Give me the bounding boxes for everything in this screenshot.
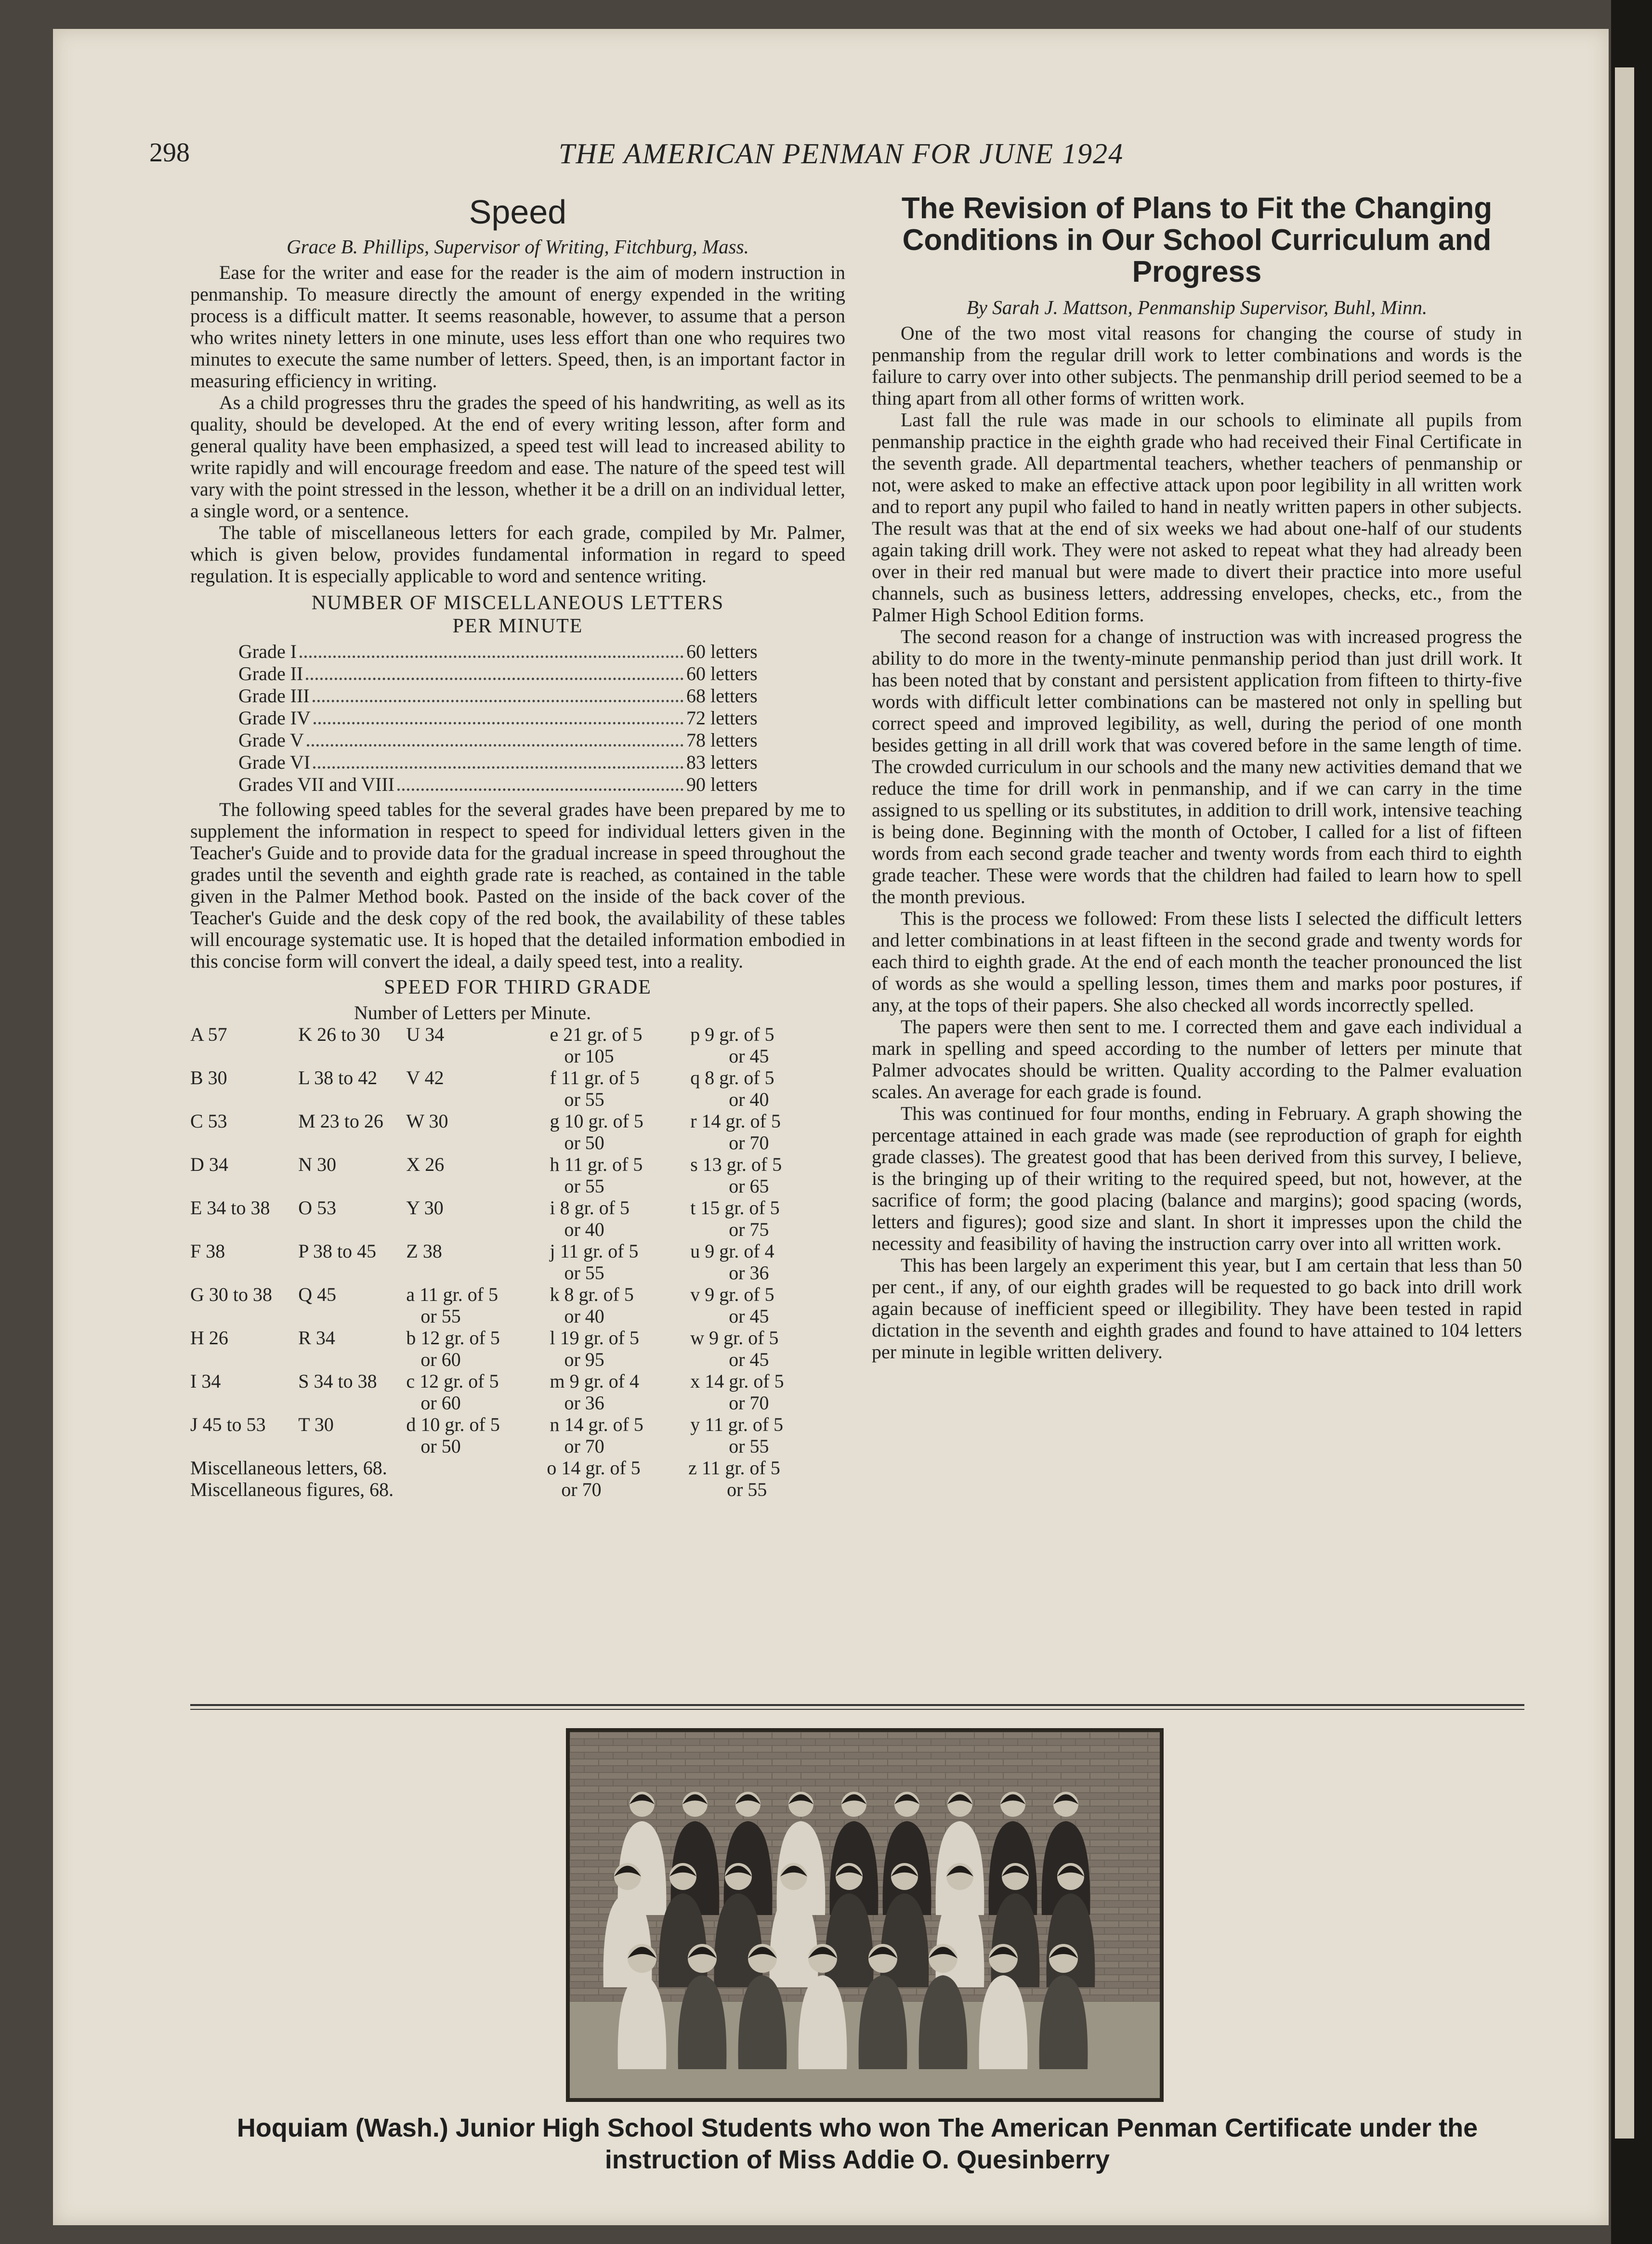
table-cell: a 11 gr. of 5 <box>406 1284 498 1305</box>
speed-article <box>190 193 845 1500</box>
table2-subtitle: Number of Letters per Minute. <box>354 1002 591 1024</box>
table-row <box>190 1284 845 1305</box>
revision-paragraph-6: This was continued for four months, ending in February. A graph showing the percentage attained in each grade was made (see reproduction of graph for eighth grade classes). The greatest good that has been derived from this survey, I believe, is the bringing up of their writing to the required speed, but not, however, at the sacrifice of form; the good placing (balance and margins); good spacing (words, letters and figures); good size and slant. In short it impresses upon the child the necessity and feasibility of having the instruction carry over into all written work. <box>872 1102 1522 1254</box>
table-cell: or 105 <box>564 1045 614 1067</box>
table-row-continuation <box>190 1262 845 1284</box>
grade-letters-table <box>238 641 792 796</box>
table-cell: G 30 to 38 <box>190 1284 272 1305</box>
speed-paragraph-4: The following speed tables for the several grades have been prepared by me to supplement the information in respect to speed for individual letters given in the Teacher's Guide and to provide data for the gradual increase in speed throughout the grades until the seventh and eighth grade rate is reached, as contained in the table given in the Palmer Method book. Pasted on the inside of the back cover of the Teacher's Guide and the desk copy of the red book, the availability of these tables will encourage systematic use. It is hoped that the detailed information embodied in this concise form will convert the ideal, a daily speed test, into a reality. <box>190 799 845 972</box>
table-cell: or 40 <box>564 1305 604 1327</box>
table-row-continuation <box>190 1392 845 1414</box>
table-cell: o 14 gr. of 5 <box>547 1457 641 1479</box>
table-cell: s 13 gr. of 5 <box>690 1154 782 1175</box>
table-cell: N 30 <box>298 1154 337 1175</box>
table-cell: i 8 gr. of 5 <box>550 1197 630 1219</box>
table-cell: X 26 <box>406 1154 445 1175</box>
table-cell: or 55 <box>564 1175 604 1197</box>
table-cell: or 40 <box>564 1219 604 1240</box>
table-cell: or 70 <box>561 1479 602 1500</box>
table-cell: or 65 <box>729 1175 769 1197</box>
table-row-continuation <box>190 1219 845 1240</box>
speed-paragraph-1: Ease for the writer and ease for the reader is the aim of modern instruction in penmanship. To measure directly the amount of energy expended in the writing process is a difficult matter. It seems reasonable, however, to assume that a person who writes ninety letters in one minute, uses less effort than one who requires two minutes to execute the same number of letters. Speed, then, is an important factor in measuring efficiency in writing. <box>190 262 845 392</box>
table-cell: F 38 <box>190 1240 225 1262</box>
table-cell: A 57 <box>190 1024 227 1045</box>
table-row <box>190 1197 845 1219</box>
table-cell: or 55 <box>729 1435 769 1457</box>
table-cell: p 9 gr. of 5 <box>690 1024 774 1045</box>
table-cell: or 36 <box>564 1392 604 1414</box>
table-cell: or 50 <box>564 1132 604 1154</box>
revision-paragraph-7: This has been largely an experiment this year, but I am certain that less than 50 per cent., if any, of our eighth grades will be requested to go back into drill work again because of inefficient speed or illegibility. They have been tested in rapid dictation in the seventh and eighth grades and found to have attained to 104 letters per minute in legible written delivery. <box>872 1254 1522 1363</box>
table-cell: or 60 <box>420 1349 461 1370</box>
table-cell: or 55 <box>727 1479 767 1500</box>
speed-title: Speed <box>469 193 567 231</box>
table-row-continuation <box>190 1089 845 1110</box>
table2-title: SPEED FOR THIRD GRADE <box>384 976 652 998</box>
revision-title: The Revision of Plans to Fit the Changing Conditions in Our School Curriculum and Progress <box>901 192 1493 289</box>
table-cell: or 70 <box>729 1132 769 1154</box>
misc-rows <box>190 1457 845 1500</box>
divider-rule <box>190 1704 1524 1706</box>
grade-row: Grade V 78 letters <box>238 729 758 751</box>
table-cell: or 50 <box>420 1435 461 1457</box>
table-row-continuation <box>190 1349 845 1370</box>
grade-row: Grade VI 83 letters <box>238 751 758 773</box>
table-cell: L 38 to 42 <box>298 1067 378 1089</box>
table-cell: m 9 gr. of 4 <box>550 1370 640 1392</box>
table-cell: g 10 gr. of 5 <box>550 1110 643 1132</box>
table-cell: or 55 <box>420 1305 461 1327</box>
grade-row: Grade II 60 letters <box>238 663 758 684</box>
table-row <box>190 1370 845 1392</box>
revision-paragraph-4: This is the process we followed: From these lists I selected the difficult letters and letter combinations in at least fifteen in the second grade and twenty words for each third to eighth grade. At the end of each month the teacher pronounced the list of words as she would a spelling lesson, times them and marks poor postures, if any, at the tops of their papers. She also checked all words incorrectly spelled. <box>872 907 1522 1016</box>
table-cell: T 30 <box>298 1414 334 1435</box>
grade-row: Grade I 60 letters <box>238 641 758 662</box>
table-cell: or 45 <box>729 1045 769 1067</box>
table-cell: O 53 <box>298 1197 337 1219</box>
table-cell: U 34 <box>406 1024 445 1045</box>
table-cell: E 34 to 38 <box>190 1197 270 1219</box>
table-row <box>190 1414 845 1435</box>
table-row <box>190 1024 845 1045</box>
table-cell: W 30 <box>406 1110 448 1132</box>
table-row-continuation <box>190 1132 845 1154</box>
table1-title: NUMBER OF MISCELLANEOUS LETTERS PER MINUTE <box>311 592 724 637</box>
speed-paragraph-3: The table of miscellaneous letters for each grade, compiled by Mr. Palmer, which is given below, provides fundamental information in regard to speed regulation. It is especially applicable to word and sentence writing. <box>190 522 845 587</box>
table-cell: P 38 to 45 <box>298 1240 377 1262</box>
table-cell: l 19 gr. of 5 <box>550 1327 640 1349</box>
table-cell: M 23 to 26 <box>298 1110 383 1132</box>
table-cell: u 9 gr. of 4 <box>690 1240 774 1262</box>
table-cell: or 70 <box>729 1392 769 1414</box>
table-cell: or 95 <box>564 1349 604 1370</box>
table-cell: or 60 <box>420 1392 461 1414</box>
table-cell: J 45 to 53 <box>190 1414 266 1435</box>
table-cell: y 11 gr. of 5 <box>690 1414 784 1435</box>
facing-page-edge <box>1611 0 1652 2244</box>
misc-figures: Miscellaneous figures, 68. <box>190 1479 394 1500</box>
table-cell: or 40 <box>729 1089 769 1110</box>
table-cell: z 11 gr. of 5 <box>688 1457 780 1479</box>
table-row-continuation <box>190 1175 845 1197</box>
table-cell: I 34 <box>190 1370 221 1392</box>
revision-byline: By Sarah J. Mattson, Penmanship Supervisor, Buhl, Minn. <box>966 296 1428 318</box>
photo-caption: Hoquiam (Wash.) Junior High School Students who won The American Penman Certificate under the instruction of Miss Addie O. Quesinberry <box>236 2113 1478 2174</box>
table-cell: or 45 <box>729 1305 769 1327</box>
table-cell: or 55 <box>564 1262 604 1284</box>
table-cell: q 8 gr. of 5 <box>690 1067 774 1089</box>
page-header <box>149 137 1185 181</box>
table-cell: x 14 gr. of 5 <box>690 1370 784 1392</box>
table-cell: Y 30 <box>406 1197 444 1219</box>
table-cell: n 14 gr. of 5 <box>550 1414 643 1435</box>
table-cell: w 9 gr. of 5 <box>690 1327 779 1349</box>
table-cell: e 21 gr. of 5 <box>550 1024 642 1045</box>
table-cell: b 12 gr. of 5 <box>406 1327 500 1349</box>
table-cell: j 11 gr. of 5 <box>550 1240 639 1262</box>
table-cell: or 45 <box>729 1349 769 1370</box>
misc-letters: Miscellaneous letters, 68. <box>190 1457 387 1479</box>
table-cell: B 30 <box>190 1067 227 1089</box>
table-cell: or 70 <box>564 1435 604 1457</box>
table-cell: D 34 <box>190 1154 228 1175</box>
table-cell: Z 38 <box>406 1240 442 1262</box>
table-row-continuation <box>190 1305 845 1327</box>
table-cell: K 26 to 30 <box>298 1024 380 1045</box>
table-cell: or 55 <box>564 1089 604 1110</box>
table-cell: k 8 gr. of 5 <box>550 1284 634 1305</box>
table-cell: h 11 gr. of 5 <box>550 1154 643 1175</box>
table-cell: Q 45 <box>298 1284 337 1305</box>
speed-paragraph-2: As a child progresses thru the grades the speed of his handwriting, as well as its quality, should be developed. At the end of every writing lesson, after form and general quality have been emphasized, a speed test will lead to increased ability to write rapidly and will encourage freedom and ease. The nature of the speed test will vary with the point stressed in the lesson, whether it be a drill on an individual letter, a single word, or a sentence. <box>190 392 845 522</box>
revision-paragraph-2: Last fall the rule was made in our schools to eliminate all pupils from penmanship practice in the eighth grade who had received their Final Certificate in the seventh grade. All departmental teachers, whether teachers of penmanship or not, were asked to make an effective attack upon poor legibility in all written work and to report any pupil who failed to hand in neatly written papers in other subjects. The result was that at the end of six weeks we had about one-half of our students again taking drill work. They were not asked to repeat what they had already been over in their red manual but were made to divert their practice into more useful channels, such as business letters, addressing envelopes, checks, etc., from the Palmer High School Edition forms. <box>872 409 1522 626</box>
table-cell: t 15 gr. of 5 <box>690 1197 780 1219</box>
table-row <box>190 1110 845 1132</box>
revision-paragraph-5: The papers were then sent to me. I corrected them and gave each individual a mark in spelling and speed according to the number of letters per minute that Palmer advocates should be written. Quality according to the Palmer evaluation scales. An average for each grade is found. <box>872 1016 1522 1102</box>
table-cell: V 42 <box>406 1067 444 1089</box>
table-cell: f 11 gr. of 5 <box>550 1067 640 1089</box>
table-cell: c 12 gr. of 5 <box>406 1370 499 1392</box>
table-cell: S 34 to 38 <box>298 1370 377 1392</box>
page-number: 298 <box>149 138 190 168</box>
third-grade-speed-table <box>190 1024 845 1457</box>
divider-rule <box>190 1709 1524 1710</box>
table-cell: R 34 <box>298 1327 335 1349</box>
grade-row: Grade IV 72 letters <box>238 707 758 729</box>
grade-row: Grades VII and VIII 90 letters <box>238 774 758 795</box>
revision-article <box>872 193 1522 1363</box>
table-row-continuation <box>190 1435 845 1457</box>
table-cell: v 9 gr. of 5 <box>690 1284 774 1305</box>
table-cell: d 10 gr. of 5 <box>406 1414 500 1435</box>
table-cell: C 53 <box>190 1110 227 1132</box>
table-row <box>190 1154 845 1175</box>
revision-paragraph-1: One of the two most vital reasons for changing the course of study in penmanship from the regular drill work to letter combinations and words is the failure to carry over into other subjects. The penmanship drill period seemed to be a thing apart from all other forms of written work. <box>872 322 1522 409</box>
grade-row: Grade III 68 letters <box>238 685 758 707</box>
class-photograph <box>566 1728 1164 2102</box>
revision-paragraph-3: The second reason for a change of instruction was with increased progress the ability to do more in the twenty-minute penmanship period than just drill work. It has been noted that by constant and persistent application from fifteen to thirty-five words with difficult letter combinations can be mastered not only in spelling but correct speed and improved legibility, as well, during the period of one month besides getting in all drill work that was covered before in the same length of time. The crowded curriculum in our schools and the many new activities demand that we reduce the time for drill work in penmanship, and if we can carry in the time assigned to us spelling or its substitutes, in addition to drill work, intensive teaching is being done. Beginning with the month of October, I called for a list of fifteen words from each second grade teacher and twenty words from each third to eighth grade teacher. These were words that the children had failed to learn how to spell the month previous. <box>872 626 1522 907</box>
table-row <box>190 1240 845 1262</box>
table-row-continuation <box>190 1045 845 1067</box>
running-head: THE AMERICAN PENMAN FOR JUNE 1924 <box>559 138 1124 170</box>
table-row <box>190 1327 845 1349</box>
table-cell: or 75 <box>729 1219 769 1240</box>
table-cell: H 26 <box>190 1327 228 1349</box>
speed-byline: Grace B. Phillips, Supervisor of Writing, Fitchburg, Mass. <box>287 236 749 258</box>
table-cell: or 36 <box>729 1262 769 1284</box>
table-cell: r 14 gr. of 5 <box>690 1110 781 1132</box>
table-row <box>190 1067 845 1089</box>
